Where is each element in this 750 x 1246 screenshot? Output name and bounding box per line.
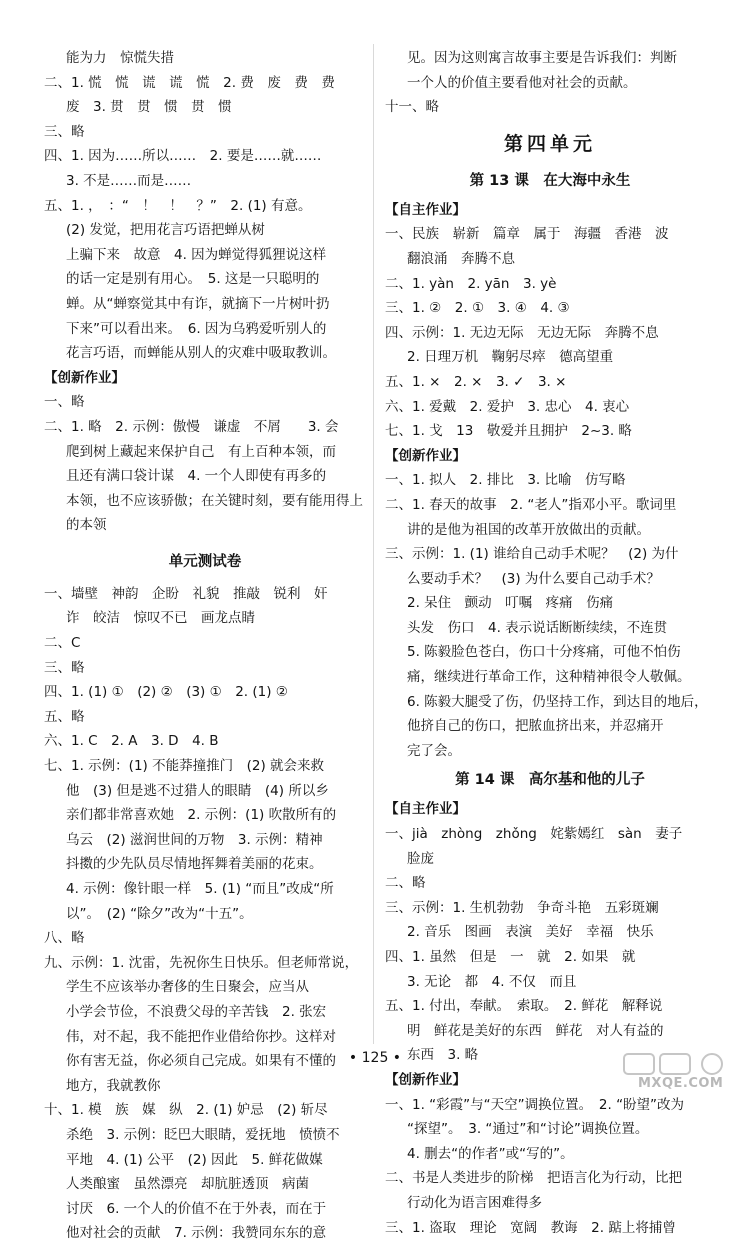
answer-line: 二、略 [385,875,426,892]
answer-line: 亲们都非常喜欢她 2. 示例：(1) 吹散所有的 [66,807,337,824]
answer-line: 三、1. 盗取 理论 宽阔 教诲 2. 踮上将捕曾 [385,1219,676,1236]
answer-line: 三、略 [44,123,85,140]
answer-line: 五、略 [44,708,85,725]
answer-line: 讨厌 6. 一个人的价值不在于外表，而在于 [66,1200,327,1217]
answer-line: 翻浪涌 奔腾不息 [407,250,515,267]
answer-line: 他对社会的贡献 7. 示例：我赞同东东的意 [66,1225,327,1242]
answer-line: 平地 4. (1) 公平 (2) 因此 5. 鲜花做媒 [66,1151,323,1168]
answer-line: 乌云 (2) 滋润世间的万物 3. 示例：精神 [66,831,323,848]
answer-line: 抖擞的少先队员尽情地挥舞着美丽的花束。 [66,856,323,873]
answer-line: 见。因为这则寓言故事主要是告诉我们：判断 [407,50,677,66]
answer-line: 四、1. 虽然 但是 一 就 2. 如果 就 [385,949,636,965]
answer-line: 的话一定是别有用心。 5. 这是一只聪明的 [66,271,320,288]
answer-line: 一、墙壁 神韵 企盼 礼貌 推敲 锐利 奸 [44,585,328,602]
answer-line: 2. 日理万机 鞠躬尽瘁 德高望重 [407,349,614,366]
answer-line: 3. 不是……而是…… [66,172,192,189]
answer-line: 四、1. (1) ① (2) ② (3) ① 2. (1) ② [44,684,288,701]
answer-line: 头发 伤口 4. 表示说话断断续续，不连贯 [407,619,668,636]
answer-line: 讲的是他为祖国的改革开放做出的贡献。 [407,521,650,538]
answer-line: 四、示例：1. 无边无际 无边无际 奔腾不息 [385,324,659,341]
answer-line: 你有害无益，你必须自己完成。如果有不懂的 [66,1053,336,1070]
answer-line: 五、1. 付出，奉献。 索取。 2. 鲜花 解释说 [385,998,663,1015]
answer-line: 一、jià zhòng zhǒng 姹紫嫣红 sàn 妻子 [385,826,683,843]
answer-line: 2. 呆住 颤动 叮嘱 疼痛 伤痛 [407,595,614,612]
homework-tag: 【自主作业】 [385,801,466,818]
answer-line: 小学会节俭，不浪费父母的辛苦钱 2. 张宏 [66,1003,327,1020]
answer-line: 地方，我就教你 [66,1077,161,1094]
answer-line: 完了会。 [407,742,461,759]
answer-line: (2) 发觉，把用花言巧语把蝉从树 [66,222,265,239]
homework-tag: 【创新作业】 [385,447,466,464]
answer-line: 八、略 [44,930,85,947]
answer-line: 三、1. ② 2. ① 3. ④ 4. ③ [385,300,570,317]
answer-line: 七、1. 戈 13 敬爱并且拥护 2~3. 略 [385,423,632,440]
answer-line: 三、略 [44,659,85,676]
answer-line: 七、1. 示例：(1) 不能莽撞推门 (2) 就会来救 [44,758,324,775]
column-divider [373,44,374,1044]
answer-line: 伟，对不起，我不能把作业借给你抄。这样对 [66,1028,336,1045]
answer-line: 花言巧语，而蝉能从别人的灾难中吸取教训。 [66,345,336,362]
answer-line: 4. 示例：像针眼一样 5. (1) “而且”改成“所 [66,881,334,897]
answer-line: 2. 音乐 图画 表演 美好 幸福 快乐 [407,924,654,941]
page-number: • 125 • [348,1050,402,1066]
answer-line: 下来”可以看出来。 6. 因为乌鸦爱听别人的 [66,320,327,337]
answer-line: 二、书是人类进步的阶梯 把语言化为行动，比把 [385,1170,682,1187]
answer-line: 二、1. 慌 慌 谎 谎 慌 2. 费 废 费 费 [44,74,335,91]
answer-line: 么要动手术？ (3) 为什么要自己动手术？ [407,570,660,587]
answer-line: 二、1. yàn 2. yān 3. yè [385,275,557,292]
answer-line: 四、1. 因为……所以…… 2. 要是……就…… [44,148,322,165]
homework-tag: 【自主作业】 [385,201,466,218]
answer-line: 痛，继续进行革命工作，这种精神很令人敬佩。 [407,669,691,686]
watermark-domain: MXQE.COM [638,1076,724,1091]
lesson-title: 第 13 课 在大海中永生 [469,172,631,189]
answer-line: 九、示例：1. 沈雷，先祝你生日快乐。但老师常说， [44,954,359,971]
answer-line: 杀绝 3. 示例：眨巴大眼睛，爱抚地 愤愤不 [66,1126,340,1143]
unit-title: 第四单元 [503,132,596,155]
answer-line: 5. 陈毅脸色苍白，伤口十分疼痛，可他不怕伤 [407,644,681,661]
answer-line: 十、1. 模 族 媒 纵 2. (1) 妒忌 (2) 斩尽 [44,1102,328,1119]
answer-line: 六、1. 爱戴 2. 爱护 3. 忠心 4. 衷心 [385,398,630,415]
answer-line: 他挤自己的伤口，把脓血挤出来，并忍痛开 [407,718,664,735]
answer-line: 一、略 [44,394,85,411]
answer-line: 明 鲜花是美好的东西 鲜花 对人有益的 [407,1022,664,1039]
section-title: 单元测试卷 [168,553,242,570]
answer-line: 三、示例：1. 生机勃勃 争奇斗艳 五彩斑斓 [385,899,659,916]
answer-line: 五、1. × 2. × 3. ✓ 3. × [385,373,567,390]
answer-line: 二、C [44,635,81,652]
answer-line: 一、民族 崭新 篇章 属于 海疆 香港 波 [385,226,669,243]
answer-line: 学生不应该举办奢侈的生日聚会，应当从 [66,979,309,996]
answer-line: 能为力 惊慌失措 [66,50,174,66]
answer-line: 行动化为语言困难得多 [407,1194,542,1211]
answer-line: 蝉。从“蝉察觉其中有诈，就摘下一片树叶扔 [66,295,330,312]
answer-line: 4. 删去“的作者”或“写的”。 [407,1145,574,1162]
answer-line: “探望”。 3. “通过”和“讨论”调换位置。 [407,1121,649,1138]
homework-tag: 【创新作业】 [44,369,125,386]
answer-line: 上骗下来 故意 4. 因为蝉觉得狐狸说这样 [66,246,327,263]
answer-line: 六、1. C 2. A 3. D 4. B [44,733,219,750]
answer-line: 三、示例：1. (1) 谁给自己动手术呢？ (2) 为什 [385,546,679,563]
answer-line: 一、1. “彩霞”与“天空”调换位置。 2. “盼望”改为 [385,1096,685,1113]
answer-line: 诈 皎洁 惊叹不已 画龙点睛 [66,610,255,627]
answer-line: 十一、略 [385,99,439,116]
answer-line: 东西 3. 略 [407,1047,479,1064]
answer-line: 一个人的价值主要看他对社会的贡献。 [407,74,637,91]
answer-line: 本领，也不应该骄傲；在关键时刻，要有能用得上 [66,492,363,509]
answer-line: 废 3. 贯 贯 惯 贯 惯 [66,99,232,116]
answer-line: 爬到树上藏起来保护自己 有上百种本领，而 [66,443,336,460]
answer-line: 五、1. ， ：“ ！ ！ ？” 2. (1) 有意。 [44,197,312,214]
answer-line: 脸庞 [407,850,434,867]
answer-line: 二、1. 略 2. 示例：傲慢 谦虚 不屑 3. 会 [44,418,339,435]
answer-line: 的本领 [66,517,107,534]
answer-line: 3. 无论 都 4. 不仅 而且 [407,973,577,990]
answer-line: 二、1. 春天的故事 2. “老人”指邓小平。歌词里 [385,496,677,513]
answer-line: 人类酿蜜 虽然漂亮 却肮脏透顶 病菌 [66,1176,309,1193]
answer-line: 一、1. 拟人 2. 排比 3. 比喻 仿写略 [385,472,626,489]
answer-line: 6. 陈毅大腿受了伤，仍坚持工作，到达目的地后， [407,693,708,710]
answer-line: 以”。 (2) “除夕”改为“十五”。 [66,905,253,922]
lesson-title: 第 14 课 高尔基和他的儿子 [455,772,645,789]
answer-line: 他 (3) 但是逃不过猎人的眼睛 (4) 所以乡 [66,782,329,799]
homework-tag: 【创新作业】 [385,1071,466,1088]
watermark-logo [618,1052,746,1092]
answer-line: 且还有满口袋计谋 4. 一个人即使有再多的 [66,468,327,485]
